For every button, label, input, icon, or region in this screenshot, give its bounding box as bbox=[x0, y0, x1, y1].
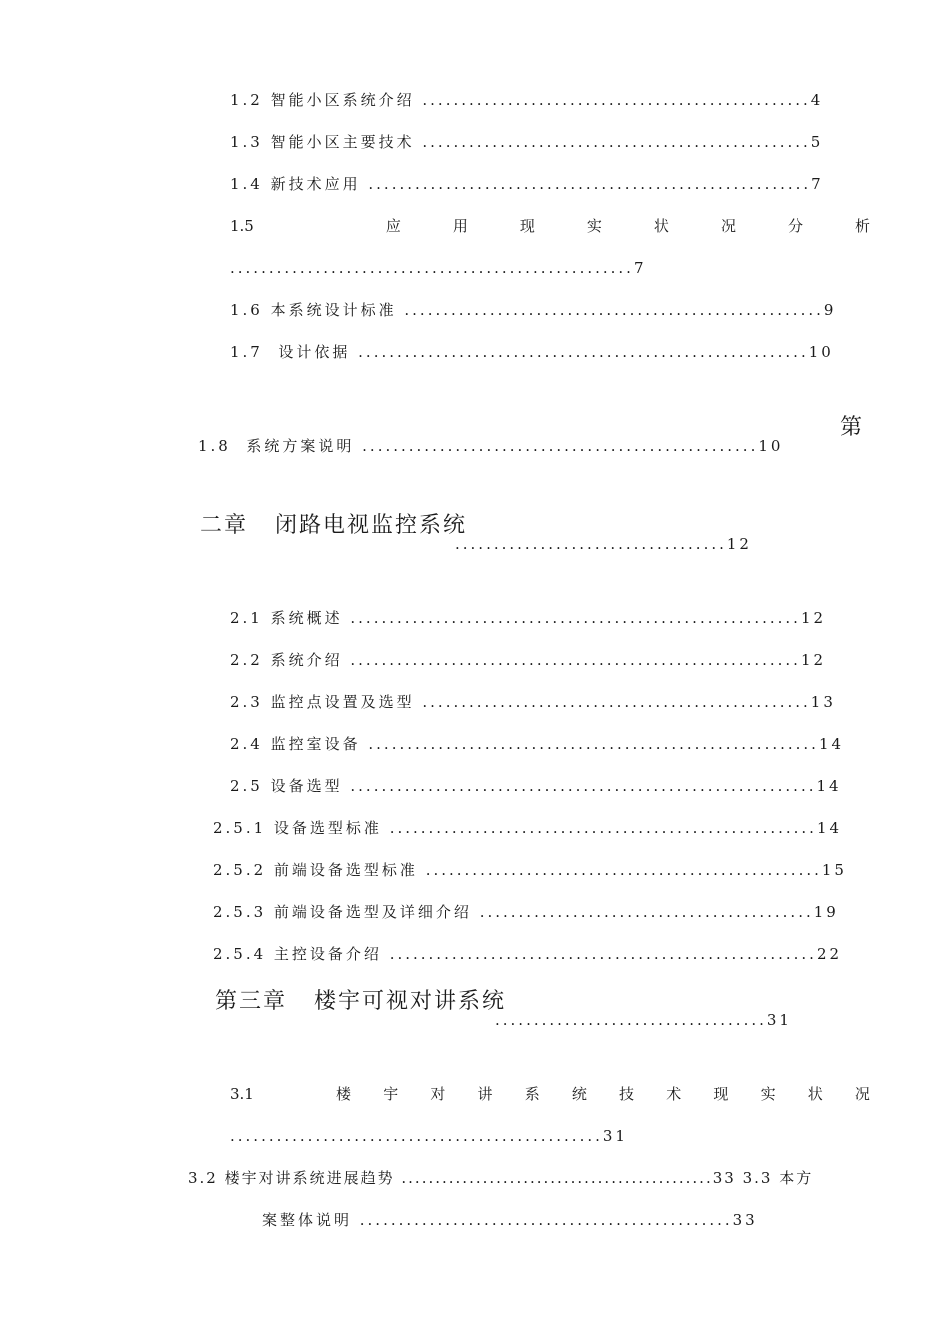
toc-entry-3-1-char: 系 bbox=[524, 1085, 540, 1103]
toc-entry-2-5-1: 2.5.1 设备选型标准 .......................................................14 bbox=[213, 819, 843, 837]
toc-entry-3-1-char: 统 bbox=[571, 1085, 587, 1103]
toc-entry-3-1-leader: ................................................31 bbox=[230, 1127, 628, 1145]
toc-entry-2-2: 2.2 系统介绍 ..........................................................12 bbox=[230, 651, 827, 669]
toc-entry-2-5-2: 2.5.2 前端设备选型标准 ...................................................15 bbox=[213, 861, 847, 879]
toc-entry-3-1-char: 术 bbox=[666, 1085, 682, 1103]
toc-entry-1-5 bbox=[230, 216, 870, 236]
toc-entry-1-5-char: 应 bbox=[385, 217, 401, 235]
toc-entry-3-1-char: 状 bbox=[807, 1085, 823, 1103]
toc-entry-3-1-char: 讲 bbox=[477, 1085, 493, 1103]
toc-entry-3-1 bbox=[230, 1084, 870, 1104]
toc-entry-3-1-num: 3.1 bbox=[230, 1085, 254, 1103]
toc-entry-3-1-char: 技 bbox=[619, 1085, 635, 1103]
toc-entry-2-5: 2.5 设备选型 ............................................................14 bbox=[230, 777, 842, 795]
toc-entry-1-2: 1.2 智能小区系统介绍 ..................................................4 bbox=[230, 91, 824, 109]
toc-entry-3-1-char: 实 bbox=[760, 1085, 776, 1103]
toc-entry-1-5-char: 况 bbox=[720, 217, 736, 235]
chapter-2-title: 二章 闭路电视监控系统 bbox=[200, 513, 467, 538]
toc-entry-1-3: 1.3 智能小区主要技术 ..................................................5 bbox=[230, 133, 824, 151]
toc-entry-2-4: 2.4 监控室设备 ..........................................................14 bbox=[230, 735, 845, 753]
toc-entry-1-6: 1.6 本系统设计标准 ......................................................9 bbox=[230, 301, 837, 319]
toc-entry-1-8: 1.8 系统方案说明 ...................................................10 bbox=[198, 437, 784, 455]
toc-entry-1-5-char: 析 bbox=[854, 217, 870, 235]
toc-entry-3-1-char: 况 bbox=[854, 1085, 870, 1103]
toc-entry-1-5-char: 实 bbox=[586, 217, 602, 235]
chapter-3-leader: ...................................31 bbox=[495, 1011, 792, 1029]
toc-entry-2-1: 2.1 系统概述 ..........................................................12 bbox=[230, 609, 827, 627]
chapter-prefix-di: 第 bbox=[840, 415, 865, 440]
toc-entry-1-5-leader: ....................................................7 bbox=[230, 259, 647, 277]
toc-entry-3-1-char: 现 bbox=[713, 1085, 729, 1103]
toc-entry-1-7: 1.7 设计依据 ..........................................................10 bbox=[230, 343, 834, 361]
toc-entry-3-1-char: 楼 bbox=[336, 1085, 352, 1103]
toc-entry-3-3: 案整体说明 ................................................33 bbox=[262, 1211, 758, 1229]
toc-entry-3-1-char: 对 bbox=[430, 1085, 446, 1103]
chapter-3-title: 第三章 楼宇可视对讲系统 bbox=[215, 989, 506, 1014]
toc-entry-2-5-4: 2.5.4 主控设备介绍 .......................................................22 bbox=[213, 945, 843, 963]
toc-entry-3-2: 3.2 楼宇对讲系统进展趋势 ..............................................33 3.3 本方 bbox=[188, 1169, 814, 1187]
toc-entry-1-5-char: 状 bbox=[653, 217, 669, 235]
toc-entry-1-5-char: 现 bbox=[519, 217, 535, 235]
toc-entry-1-5-num: 1.5 bbox=[230, 217, 254, 235]
toc-entry-2-3: 2.3 监控点设置及选型 ..................................................13 bbox=[230, 693, 836, 711]
toc-entry-3-1-char: 宇 bbox=[383, 1085, 399, 1103]
toc-entry-1-4: 1.4 新技术应用 .........................................................7 bbox=[230, 175, 824, 193]
toc-entry-1-5-char: 分 bbox=[787, 217, 803, 235]
toc-entry-1-5-char: 用 bbox=[452, 217, 468, 235]
chapter-2-leader: ...................................12 bbox=[455, 535, 752, 553]
toc-entry-2-5-3: 2.5.3 前端设备选型及详细介绍 ...........................................19 bbox=[213, 903, 839, 921]
